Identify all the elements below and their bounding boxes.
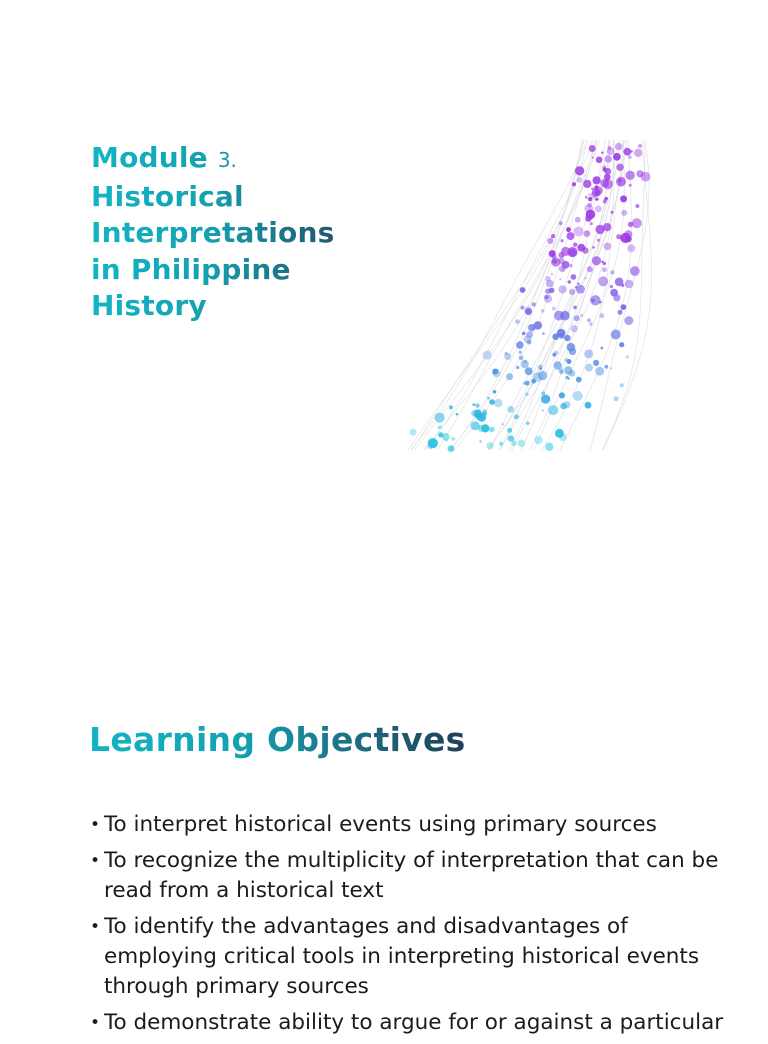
particle-dot [522, 332, 526, 336]
particle-dot [610, 285, 614, 289]
particle-dot [541, 391, 545, 395]
particle-dot [602, 267, 607, 272]
particle-dot [520, 306, 524, 310]
particle-dot [580, 314, 583, 317]
particle-dot [583, 180, 591, 188]
particle-dot [616, 234, 621, 239]
particle-dot [624, 316, 633, 325]
particle-dot [625, 280, 634, 289]
particle-dot [595, 190, 601, 196]
particle-dot [588, 193, 591, 196]
module-word: Module [91, 141, 208, 174]
module-title [91, 140, 381, 325]
particle-dot [626, 171, 635, 180]
particle-dot [569, 348, 576, 355]
particle-dot [542, 332, 545, 335]
particle-dot [541, 309, 545, 313]
particle-dot [591, 299, 595, 303]
particle-dot [603, 179, 613, 189]
particle-dot [435, 413, 445, 423]
particle-dot [489, 399, 495, 405]
particle-dot [599, 301, 602, 304]
particle-dot [471, 410, 478, 417]
particle-dot [594, 185, 598, 189]
particle-dot [630, 266, 640, 276]
particle-dot [520, 287, 526, 293]
particle-dot [559, 392, 565, 398]
particle-dot [521, 360, 529, 368]
particle-dot [534, 436, 542, 444]
particle-dot [575, 286, 578, 289]
particle-dot [569, 264, 572, 267]
particle-dot [507, 406, 514, 413]
particle-dot [620, 195, 627, 202]
particle-dot [481, 424, 489, 432]
particle-dot [451, 437, 455, 441]
particle-dot [526, 331, 533, 338]
particle-dot [568, 280, 571, 283]
particle-dot [518, 350, 522, 354]
particle-dot [626, 355, 629, 358]
particle-dot [438, 432, 443, 437]
particle-dot [621, 284, 624, 287]
particle-dot [577, 177, 583, 183]
objective-text: To interpret historical events using primary sources [104, 812, 657, 837]
particle-dot [595, 367, 604, 376]
particle-dot [511, 441, 517, 447]
particle-dot [516, 341, 524, 349]
stream-strand [499, 140, 608, 450]
particle-dot [575, 217, 581, 223]
particle-dot [572, 182, 576, 186]
particle-dot [571, 325, 578, 332]
particle-dot [600, 347, 603, 350]
objective-item [90, 1008, 730, 1038]
particle-dot [604, 243, 612, 251]
particle-dot [638, 144, 642, 148]
particle-dot [554, 361, 562, 369]
particle-dot [587, 266, 593, 272]
particle-dot [584, 277, 586, 279]
particle-dot [611, 211, 614, 214]
particle-dot [589, 145, 596, 152]
particle-dot [479, 440, 482, 443]
particle-dot [586, 210, 596, 220]
particle-dot [506, 373, 513, 380]
particle-dot [561, 268, 564, 271]
module-number: 3. [217, 148, 237, 172]
particle-dot [634, 149, 642, 157]
particle-dot [588, 197, 592, 201]
particle-dot [611, 330, 621, 340]
particle-dot [487, 397, 490, 400]
particle-dot [538, 371, 547, 380]
particle-dot [501, 423, 504, 426]
particle-dot [446, 439, 448, 441]
particle-dot [621, 210, 627, 216]
particle-dot [584, 349, 593, 358]
particle-dot [504, 353, 511, 360]
particle-dot [583, 230, 590, 237]
particle-dot [610, 270, 614, 274]
particle-dot [610, 367, 612, 369]
particle-dot [552, 353, 556, 357]
particle-dot [624, 230, 632, 238]
particle-dot [627, 244, 635, 252]
objective-text: To identify the advantages and disadvantages of employing critical tools in interpreting historical events through primary sources [104, 914, 700, 999]
particle-dot [582, 247, 589, 254]
particle-dot [493, 390, 497, 394]
particle-dot [545, 443, 553, 451]
particle-dot [507, 428, 512, 433]
particle-dot [564, 366, 572, 374]
particle-dot [482, 411, 487, 416]
particle-dot [546, 280, 554, 288]
particle-dot [564, 335, 570, 341]
particle-dot [448, 445, 455, 452]
particle-dot [525, 308, 532, 315]
objectives-heading: Learning Objectives [89, 718, 466, 762]
module-title-line-3: Interpretations [91, 215, 381, 252]
particle-dot [410, 429, 417, 436]
particle-dot [573, 391, 583, 401]
stream-strand [424, 140, 585, 450]
particle-dot [559, 433, 567, 441]
objective-text: To demonstrate ability to argue for or against a particular [104, 1010, 724, 1035]
particle-dot [613, 153, 621, 161]
particle-dot [518, 440, 526, 448]
objective-text: To recognize the multiplicity of interpretation that can be read from a historical text [104, 848, 719, 903]
particle-dot [548, 405, 558, 415]
bullet: • [90, 815, 101, 835]
particle-dot [619, 342, 624, 347]
particle-dot [592, 246, 595, 249]
particle-dot [596, 198, 599, 201]
particle-dot [590, 222, 593, 225]
particle-dot [544, 294, 552, 302]
particle-dot [589, 322, 592, 325]
particle-dot [615, 143, 622, 150]
particle-dot [552, 333, 559, 340]
particle-dot [516, 366, 519, 369]
particle-dot [614, 396, 619, 401]
particle-dot [547, 238, 553, 244]
particle-dot [607, 147, 615, 155]
particle-stream-icon [384, 140, 684, 452]
particle-dot [559, 370, 563, 374]
particle-dot [574, 315, 580, 321]
module-title-line-5: History [91, 288, 381, 325]
particle-dot [592, 157, 594, 159]
particle-dot [596, 157, 603, 164]
particle-dot [499, 442, 503, 446]
particle-dot [540, 368, 542, 370]
particle-dot [552, 307, 556, 311]
particle-dot [559, 333, 565, 339]
particle-dot [551, 273, 553, 275]
bullet: • [90, 917, 101, 937]
particle-dot [554, 311, 564, 321]
particle-dot [471, 421, 480, 430]
particle-dot [560, 403, 566, 409]
particle-dot [620, 383, 624, 387]
particle-dot [437, 426, 440, 429]
particle-dot [525, 381, 530, 386]
particle-dot [601, 151, 604, 154]
particle-dot [635, 204, 639, 208]
particle-dot [549, 288, 555, 294]
particle-dot [585, 196, 588, 199]
particle-dot [593, 176, 601, 184]
particle-dot [456, 413, 459, 416]
particle-dot [494, 399, 503, 408]
particle-dot [559, 278, 561, 280]
particle-dot [610, 289, 618, 297]
particle-dot [487, 442, 494, 449]
particle-dot [561, 239, 564, 242]
particle-dot [598, 276, 608, 286]
particle-dot [552, 259, 557, 264]
particle-dot [519, 355, 524, 360]
particle-dot [618, 310, 623, 315]
particle-dot [482, 351, 491, 360]
particle-dot [575, 166, 584, 175]
bullet: • [90, 851, 101, 871]
particle-dot [602, 166, 606, 170]
particle-dot [525, 367, 533, 375]
particle-dot [566, 227, 571, 232]
particle-dot [472, 403, 475, 406]
particle-dot [449, 405, 453, 409]
objective-item [90, 912, 730, 1002]
particle-dot [573, 227, 583, 237]
module-title-line-2: Historical [91, 179, 381, 216]
particle-dot [592, 256, 601, 265]
particle-dot [628, 156, 631, 159]
particle-dot [569, 289, 575, 295]
objectives-list [90, 810, 730, 1044]
particle-dot [565, 376, 568, 379]
particle-dot [526, 422, 529, 425]
particle-dot [559, 285, 567, 293]
particle-dot [604, 365, 608, 369]
particle-dot [595, 225, 604, 234]
particle-dot [595, 205, 602, 212]
particle-dot [573, 243, 577, 247]
particle-dot [541, 395, 550, 404]
particle-dot [601, 261, 603, 263]
particle-dot [604, 155, 612, 163]
particle-dot [623, 148, 631, 156]
objectives-slide [0, 690, 768, 1035]
particle-dot [593, 360, 599, 366]
particle-dot [534, 321, 542, 329]
particle-dot [573, 306, 577, 310]
particle-dot [616, 177, 626, 187]
particle-dot [567, 359, 572, 364]
title-slide [0, 0, 768, 520]
particle-dot [597, 239, 600, 242]
particle-dot [561, 247, 570, 256]
particle-dot [559, 221, 563, 225]
particle-dot [489, 427, 495, 433]
particle-dot [599, 313, 604, 318]
particle-dot [428, 438, 438, 448]
module-title-line-1 [91, 140, 381, 179]
particle-dot [616, 164, 623, 171]
particle-dot [585, 402, 592, 409]
particle-dot [542, 409, 544, 411]
particle-dot [515, 319, 520, 324]
particle-dot [475, 403, 479, 407]
particle-dot [631, 150, 633, 152]
particle-dot [585, 364, 593, 372]
particle-dot [571, 274, 577, 280]
particle-dot [492, 369, 500, 377]
particle-dot [525, 392, 529, 396]
particle-dot [567, 232, 575, 240]
particle-dot [621, 304, 627, 310]
module-title-line-4: in Philippine [91, 252, 381, 289]
particle-dot [629, 184, 632, 187]
particle-dot [570, 249, 577, 256]
particle-dot [632, 218, 642, 228]
particle-dot [532, 302, 536, 306]
particle-dot [576, 377, 582, 383]
particle-dot [641, 172, 651, 182]
particle-dot [577, 283, 579, 285]
particle-dot [514, 414, 519, 419]
objective-item [90, 846, 730, 906]
bullet: • [90, 1013, 101, 1033]
particle-dot [551, 234, 555, 238]
objective-item [90, 810, 730, 840]
particle-dot [549, 251, 555, 257]
particle-dot [587, 318, 591, 322]
particle-dot [604, 197, 608, 201]
